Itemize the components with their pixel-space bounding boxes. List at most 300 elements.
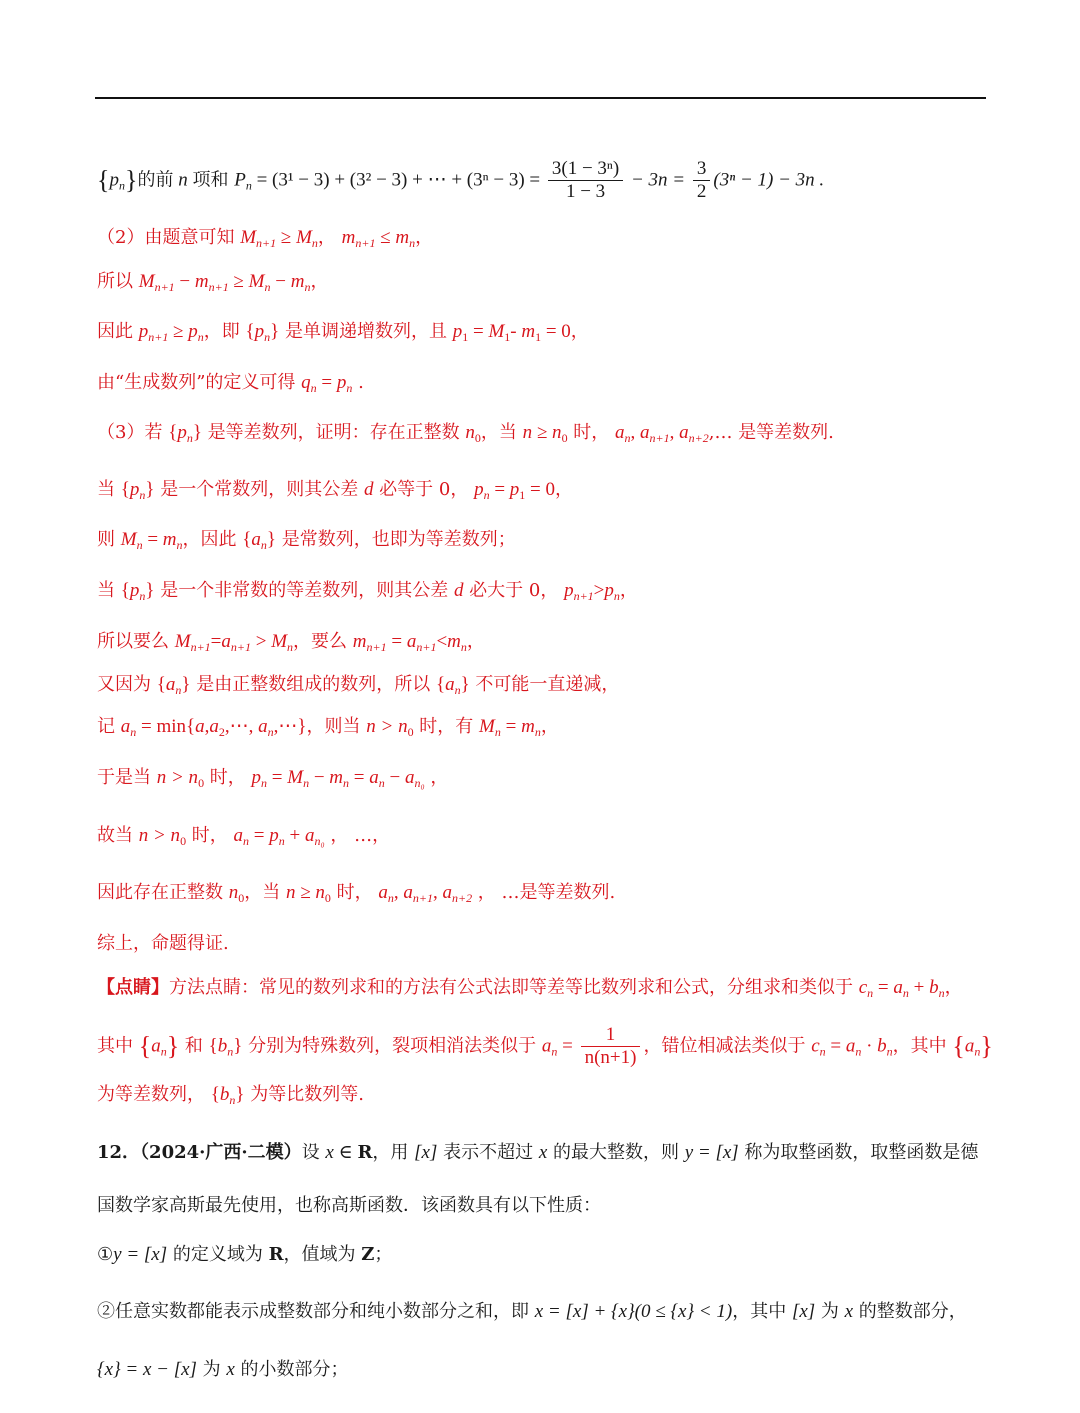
math-token: } xyxy=(145,580,155,601)
math-subscript: n xyxy=(139,488,146,502)
math-token: = 0 xyxy=(525,479,555,500)
text-run: 为 xyxy=(196,1359,227,1380)
text-run: 于是当 xyxy=(97,767,157,788)
math-token: a xyxy=(893,977,903,998)
math-subscript: n xyxy=(387,891,394,905)
math-token: a xyxy=(615,422,625,443)
math-subscript: n+1 xyxy=(190,640,211,654)
text-run: Z xyxy=(361,1244,375,1265)
math-subscript: n xyxy=(264,280,271,294)
math-token: a xyxy=(403,882,413,903)
math-token: a xyxy=(258,716,268,737)
math-token: · xyxy=(861,1035,878,1057)
math-token: } xyxy=(270,321,280,342)
math-subscript: n+1 xyxy=(230,640,251,654)
text-run: 不可能一直递减， xyxy=(469,674,620,695)
math-token: p xyxy=(452,321,463,342)
fraction xyxy=(581,1024,641,1069)
text-run: 的前 xyxy=(137,169,174,191)
text-run: ，其中 xyxy=(732,1301,792,1322)
text-run: （2）由题意可知 xyxy=(97,227,241,248)
math-token: } xyxy=(233,1035,243,1057)
math-token: b xyxy=(929,977,939,998)
math-token: = min{ xyxy=(136,716,196,737)
math-token: = (3¹ − 3) + (3² − 3) + ⋯ + (3ⁿ − 3) = xyxy=(251,169,545,191)
text-run: ②任意实数都能表示成整数部分和纯小数部分之和，即 xyxy=(97,1301,535,1322)
math-subscript: n xyxy=(264,330,271,344)
math-subscript: n xyxy=(902,986,909,1000)
math-token: M xyxy=(488,321,505,342)
text-run: 时， xyxy=(204,767,252,788)
math-subscript: n xyxy=(139,589,146,603)
math-token: { xyxy=(245,321,255,342)
math-token: , xyxy=(393,882,404,903)
text-run: 的最大整数，则 xyxy=(547,1142,685,1163)
math-token: { xyxy=(156,674,166,695)
text-run: ，错位相减法类似于 xyxy=(643,1035,812,1057)
text-run: 表示不超过 xyxy=(437,1142,539,1163)
math-token: b xyxy=(219,1084,230,1105)
math-token: a xyxy=(679,422,689,443)
math-token: a xyxy=(120,716,131,737)
math-subscript: n xyxy=(855,1044,862,1059)
math-token: p xyxy=(251,767,262,788)
math-subscript: 0 xyxy=(238,891,245,905)
math-token: p xyxy=(269,825,279,846)
math-token: d xyxy=(453,580,464,601)
math-subscript: n xyxy=(243,834,250,848)
text-line-l18 xyxy=(97,1024,1020,1069)
text-run: 必大于 0， xyxy=(463,580,565,601)
math-token: ,⋯, xyxy=(224,716,259,737)
math-token: a xyxy=(964,1035,975,1057)
math-token: , xyxy=(630,422,641,443)
math-token: a xyxy=(195,716,205,737)
math-subscript: n+2 xyxy=(451,891,473,905)
math-subscript: n xyxy=(974,1044,981,1059)
fraction xyxy=(548,158,623,203)
text-run: 时， xyxy=(330,882,379,903)
math-token: m xyxy=(521,321,536,342)
text-run: 为 xyxy=(815,1301,845,1322)
fraction-numerator: 3 xyxy=(693,158,711,181)
math-token: , xyxy=(432,882,443,903)
math-token: = xyxy=(468,321,489,342)
math-token: m xyxy=(341,227,356,248)
math-token: a xyxy=(221,631,231,652)
math-token: { xyxy=(242,529,252,550)
text-run: 则 xyxy=(97,529,121,550)
math-token: - xyxy=(510,321,522,342)
math-token: { xyxy=(435,674,446,695)
fraction xyxy=(693,158,711,203)
math-token: m xyxy=(447,631,461,652)
math-token: n > n xyxy=(138,825,181,846)
math-subscript: n xyxy=(278,834,285,848)
text-run: 因此存在正整数 xyxy=(97,882,229,903)
math-subscript: n+1 xyxy=(148,330,169,344)
text-run: 的小数部分； xyxy=(234,1359,349,1380)
text-line-l20 xyxy=(97,1140,1020,1166)
text-line-l01 xyxy=(97,158,1020,203)
math-subscript: n xyxy=(303,776,310,790)
text-line-l16 xyxy=(97,931,1020,957)
math-token: c xyxy=(811,1035,820,1057)
fraction-numerator: 3(1 − 3ⁿ) xyxy=(548,158,623,181)
text-run: ； xyxy=(374,1244,393,1265)
math-token: m xyxy=(352,631,367,652)
math-token: [x] xyxy=(791,1301,816,1322)
math-token: M xyxy=(287,767,304,788)
math-token: = xyxy=(210,631,222,652)
math-token: } xyxy=(266,529,276,550)
math-token: { xyxy=(138,1031,152,1061)
math-subscript: n xyxy=(229,1093,236,1107)
text-run: 【点睛】 xyxy=(97,977,169,998)
fraction-denominator: n(n+1) xyxy=(584,1047,637,1068)
math-token: − 3n = xyxy=(626,169,690,191)
math-subscript: n xyxy=(118,178,125,193)
math-token: a xyxy=(151,1035,161,1057)
math-token: c xyxy=(858,977,868,998)
math-subscript: n xyxy=(227,1044,234,1059)
math-token: > xyxy=(593,580,605,601)
math-subscript: n xyxy=(261,776,268,790)
math-token: n xyxy=(465,422,475,443)
text-run: 为等比数列等. xyxy=(244,1084,364,1105)
math-subscript: n xyxy=(551,1044,558,1059)
math-subscript: n xyxy=(186,431,193,445)
math-token: { xyxy=(120,580,130,601)
text-run: ， xyxy=(310,271,329,292)
text-run: ，用 xyxy=(372,1142,415,1163)
text-run: ，因此 xyxy=(182,529,243,550)
math-token: m xyxy=(290,271,305,292)
math-subscript: n+1 xyxy=(208,280,229,294)
math-token: { xyxy=(168,422,178,443)
text-run: ， …， xyxy=(324,825,391,846)
math-token: [x] xyxy=(414,1142,438,1163)
math-token: x = [x] + {x}(0 ≤ {x} < 1) xyxy=(534,1301,733,1322)
text-line-l11 xyxy=(97,672,1020,703)
math-token: ≤ xyxy=(375,227,396,248)
math-token: a xyxy=(378,882,388,903)
math-token: − xyxy=(174,271,195,292)
math-token: = xyxy=(249,825,270,846)
text-run: 是由正整数组成的数列，所以 xyxy=(190,674,436,695)
math-token: { xyxy=(120,479,130,500)
math-subscript: 0 xyxy=(198,776,205,790)
text-run: 因此 xyxy=(97,321,139,342)
math-token: { xyxy=(97,165,110,195)
math-token: x xyxy=(538,1142,548,1163)
text-run: 综上，命题得证. xyxy=(97,933,229,954)
text-run: 是单调递增数列，且 xyxy=(279,321,453,342)
math-subscript: n xyxy=(819,1044,826,1059)
math-subscript: n xyxy=(534,725,541,739)
text-line-l05 xyxy=(97,370,1020,401)
text-run: R xyxy=(357,1142,373,1163)
text-line-l22 xyxy=(97,1242,1020,1268)
math-token: m xyxy=(194,271,209,292)
math-token: = xyxy=(386,631,407,652)
math-token: m xyxy=(162,529,177,550)
math-subscript: n xyxy=(267,725,274,739)
text-run: 所以要么 xyxy=(97,631,175,652)
math-token: m xyxy=(329,767,344,788)
math-token: = xyxy=(873,977,894,998)
text-run: ， xyxy=(944,977,963,998)
math-token: p xyxy=(177,422,187,443)
text-run: ， xyxy=(424,767,449,788)
header-rule xyxy=(95,97,986,99)
math-token: n ≥ n xyxy=(522,422,562,443)
math-token: M xyxy=(271,631,288,652)
math-token: = xyxy=(142,529,163,550)
math-subscript: n xyxy=(175,683,182,697)
text-line-l03 xyxy=(97,269,1020,300)
math-subscript: n xyxy=(343,776,350,790)
math-token: p xyxy=(474,479,484,500)
text-line-l12 xyxy=(97,714,1020,745)
text-line-l08 xyxy=(97,527,1020,558)
math-subscript: 0 xyxy=(180,834,187,848)
text-run: 国数学家高斯最先使用，也称高斯函数．该函数具有以下性质： xyxy=(97,1195,601,1216)
text-run: 记 xyxy=(97,716,121,737)
math-token: n > n xyxy=(156,767,199,788)
math-token: d xyxy=(363,479,374,500)
math-subscript: n xyxy=(938,986,945,1000)
math-subscript: 0 xyxy=(474,431,481,445)
text-run: ，其中 xyxy=(892,1035,953,1057)
math-token: x xyxy=(844,1301,854,1322)
math-subscript: n₀ xyxy=(314,834,325,848)
math-token: p xyxy=(604,580,614,601)
text-run: 当 xyxy=(97,479,121,500)
math-token: ≥ xyxy=(168,321,189,342)
math-token: x xyxy=(226,1359,235,1380)
math-token: P xyxy=(234,169,246,191)
math-token: } xyxy=(124,165,138,195)
text-run: 分别为特殊数列，裂项相消法类似于 xyxy=(242,1035,542,1057)
math-token: > xyxy=(251,631,272,652)
math-token: p xyxy=(109,169,119,191)
math-token: a xyxy=(233,825,244,846)
math-token: a xyxy=(406,631,417,652)
math-token: m xyxy=(521,716,535,737)
math-token: n ≥ n xyxy=(285,882,325,903)
text-line-l06 xyxy=(97,420,1020,451)
math-token: } xyxy=(980,1031,993,1061)
fraction-numerator: 1 xyxy=(581,1024,641,1047)
math-subscript: n xyxy=(304,280,311,294)
math-subscript: n₀ xyxy=(414,776,425,790)
math-token: a xyxy=(442,882,452,903)
math-token: , xyxy=(204,716,210,737)
math-token: n xyxy=(228,882,239,903)
math-subscript: n xyxy=(867,986,874,1000)
math-subscript: n xyxy=(197,330,204,344)
math-token: } xyxy=(192,422,202,443)
text-line-l15 xyxy=(97,880,1020,911)
math-token: } xyxy=(145,479,155,500)
text-run: ， xyxy=(555,479,573,500)
math-token: a xyxy=(541,1035,552,1057)
math-token: − xyxy=(309,767,330,788)
text-run: ，当 xyxy=(244,882,286,903)
text-run: 当 xyxy=(97,580,121,601)
math-token: x xyxy=(325,1142,334,1163)
text-run: ，即 xyxy=(203,321,246,342)
math-subscript: 0 xyxy=(407,725,414,739)
math-token: = xyxy=(500,716,522,737)
math-token: p xyxy=(509,479,520,500)
math-token: a xyxy=(304,825,315,846)
math-token: ∈ xyxy=(333,1142,358,1163)
math-subscript: n xyxy=(311,236,318,250)
math-subscript: n+1 xyxy=(412,891,433,905)
math-token: {x} = x − [x] xyxy=(97,1359,197,1380)
fraction-denominator: 2 xyxy=(696,181,707,202)
math-subscript: n+1 xyxy=(649,431,670,445)
text-run: 又因为 xyxy=(97,674,157,695)
math-token: p xyxy=(336,372,347,393)
math-subscript: 0 xyxy=(561,431,568,445)
math-token: a xyxy=(845,1035,856,1057)
text-run: 和 xyxy=(179,1035,209,1057)
math-token: n > n xyxy=(366,716,408,737)
math-token: p xyxy=(138,321,149,342)
math-subscript: n xyxy=(160,1044,167,1059)
text-run: R xyxy=(268,1244,284,1265)
math-token: p xyxy=(564,580,574,601)
math-subscript: n+1 xyxy=(366,640,387,654)
text-run: 是等差数列，证明：存在正整数 xyxy=(201,422,466,443)
math-token: p xyxy=(188,321,198,342)
math-token: , xyxy=(669,422,680,443)
math-token: a xyxy=(165,674,176,695)
math-subscript: n xyxy=(245,178,252,193)
text-run: ， xyxy=(619,580,638,601)
math-subscript: n xyxy=(454,683,461,697)
math-subscript: n+1 xyxy=(416,640,437,654)
math-subscript: n xyxy=(130,725,137,739)
math-subscript: n+1 xyxy=(154,280,175,294)
text-line-l24 xyxy=(97,1357,1020,1383)
math-subscript: 1 xyxy=(519,488,526,502)
text-line-l07 xyxy=(97,477,1020,508)
math-subscript: n xyxy=(613,589,620,603)
text-run: 故当 xyxy=(97,825,139,846)
text-line-l19 xyxy=(97,1082,1020,1113)
math-token: p xyxy=(129,479,140,500)
text-run: 时， xyxy=(186,825,234,846)
text-run: ， xyxy=(415,227,434,248)
text-run: 是一个非常数的等差数列，则其公差 xyxy=(154,580,454,601)
math-token: M xyxy=(296,227,312,248)
text-run: 时， xyxy=(567,422,616,443)
math-subscript: n xyxy=(346,381,353,395)
text-line-l17 xyxy=(97,975,1020,1006)
text-run: 设 xyxy=(301,1142,326,1163)
math-subscript: n xyxy=(483,488,490,502)
text-run: ，当 xyxy=(480,422,523,443)
text-run: ，则当 xyxy=(306,716,367,737)
text-run: ， xyxy=(466,631,485,652)
math-token: y = [x] xyxy=(684,1142,739,1163)
math-subscript: n xyxy=(460,640,467,654)
text-run: ，值域为 xyxy=(283,1244,362,1265)
math-token: } xyxy=(460,674,470,695)
math-subscript: n+2 xyxy=(688,431,709,445)
text-run: 所以 xyxy=(97,271,139,292)
math-token: } xyxy=(166,1031,180,1061)
math-token: b xyxy=(217,1035,228,1057)
text-line-l23 xyxy=(97,1299,1020,1325)
math-subscript: 1 xyxy=(504,330,511,344)
math-token: M xyxy=(479,716,495,737)
text-run: 的定义域为 xyxy=(167,1244,269,1265)
text-run: ，要么 xyxy=(293,631,353,652)
math-token: a xyxy=(404,767,415,788)
text-line-l10 xyxy=(97,629,1020,660)
text-run: ， xyxy=(570,321,589,342)
math-token: − xyxy=(384,767,405,788)
text-run: ， xyxy=(540,716,559,737)
math-token: y = [x] xyxy=(113,1244,168,1265)
text-run: 项和 xyxy=(192,169,235,191)
math-token: + xyxy=(908,977,930,998)
math-token: n xyxy=(173,169,193,191)
text-run: 时，有 xyxy=(413,716,480,737)
math-token: ≥ xyxy=(276,227,297,248)
math-subscript: n xyxy=(176,538,183,552)
math-subscript: 1 xyxy=(535,330,542,344)
math-token: = xyxy=(349,767,370,788)
math-token: a xyxy=(209,716,219,737)
math-subscript: n xyxy=(310,381,317,395)
math-subscript: n xyxy=(378,776,385,790)
text-run: 称为取整函数，取整函数是德 xyxy=(738,1142,979,1163)
text-line-l14 xyxy=(97,823,1020,854)
text-run: （3）若 xyxy=(97,422,169,443)
math-token: (3ⁿ − 1) − 3n . xyxy=(713,169,825,191)
math-token: b xyxy=(877,1035,887,1057)
math-token: a xyxy=(369,767,379,788)
math-subscript: n+1 xyxy=(355,236,376,250)
math-token: } xyxy=(181,674,191,695)
text-run: 的整数部分， xyxy=(853,1301,967,1322)
math-token: a xyxy=(640,422,650,443)
text-run: 方法点睛：常见的数列求和的方法有公式法即等差等比数列求和公式，分组求和类似于 xyxy=(169,977,859,998)
fraction-denominator: 1 − 3 xyxy=(565,181,606,202)
text-run: 其中 xyxy=(97,1035,139,1057)
math-subscript: 2 xyxy=(218,725,225,739)
math-token: < xyxy=(436,631,448,652)
math-token: ≥ xyxy=(228,271,249,292)
math-subscript: n xyxy=(136,538,143,552)
math-token: M xyxy=(138,271,155,292)
math-token: a xyxy=(445,674,455,695)
math-subscript: n xyxy=(624,431,631,445)
math-subscript: n+1 xyxy=(573,589,594,603)
math-subscript: n xyxy=(287,640,294,654)
text-run: 12．（2024·广西·二模） xyxy=(97,1142,302,1163)
math-token: { xyxy=(208,1035,218,1057)
text-line-l04 xyxy=(97,319,1020,350)
text-line-l21 xyxy=(97,1193,1020,1219)
math-token: p xyxy=(129,580,140,601)
